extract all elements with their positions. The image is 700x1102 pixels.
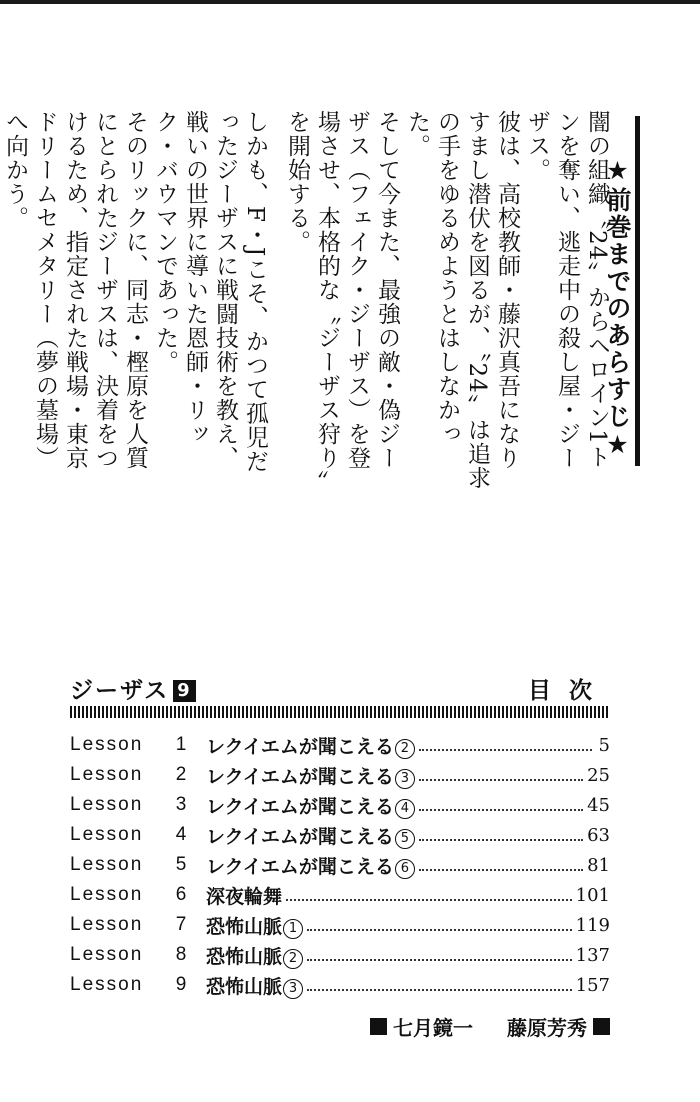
lesson-title xyxy=(206,732,415,759)
page-number: 5 xyxy=(598,734,610,756)
synopsis-paragraph: そのリックに、同志・樫原を人質にとられたジーザスは、決着をつけるため、指定された戦場・東京ドリームセメタリー（夢の墓場）へ向かう。 xyxy=(2,110,148,470)
lesson-label: Lesson xyxy=(70,944,144,965)
square-bullet-icon xyxy=(593,1018,610,1035)
page-number: 63 xyxy=(587,824,610,846)
top-border xyxy=(0,0,700,4)
part-number-circle: 4 xyxy=(395,799,415,819)
square-bullet-icon xyxy=(370,1018,387,1035)
dot-leader xyxy=(307,928,572,931)
lesson-label: Lesson xyxy=(70,914,144,935)
lesson-number: 6 xyxy=(175,884,187,905)
dot-leader xyxy=(419,778,583,781)
lesson-number: 2 xyxy=(175,764,187,785)
lesson-label: Lesson xyxy=(70,794,144,815)
series-title-text: ジーザス xyxy=(70,678,170,704)
lesson-number: 4 xyxy=(175,824,187,845)
toc-list xyxy=(70,730,610,1000)
lesson-title xyxy=(206,942,303,969)
lesson-title-text: 恐怖山脈 xyxy=(206,945,283,968)
lesson-title xyxy=(206,852,415,879)
series-title xyxy=(70,672,196,705)
lesson-label: Lesson xyxy=(70,824,144,845)
dot-leader xyxy=(419,808,583,811)
lesson-title-text: レクイエムが聞こえる xyxy=(206,825,394,848)
volume-number-badge: 9 xyxy=(173,680,196,702)
lesson-number: 7 xyxy=(175,914,187,935)
dot-leader xyxy=(286,898,572,901)
part-number-circle: 2 xyxy=(395,739,415,759)
lesson-title xyxy=(206,792,415,819)
synopsis-paragraph: 彼は、高校教師・藤沢真吾になりすまし潜伏を図るが、〝24〟は追求の手をゆるめようとはしなかった。 xyxy=(404,110,520,490)
lesson-title xyxy=(206,972,303,999)
page-number: 25 xyxy=(587,764,610,786)
lesson-number: 9 xyxy=(175,974,187,995)
synopsis-paragraph: 闇の組織〝24〟からヘロイン1トンを奪い、逃走中の殺し屋・ジーザス。 xyxy=(524,110,610,470)
lesson-label: Lesson xyxy=(70,764,144,785)
lesson-title xyxy=(206,882,282,909)
lesson-title xyxy=(206,822,415,849)
lesson-number: 8 xyxy=(175,944,187,965)
lesson-title xyxy=(206,912,303,939)
lesson-title-text: 恐怖山脈 xyxy=(206,915,283,938)
lesson-number: 1 xyxy=(175,734,187,755)
lesson-title-text: 深夜輪舞 xyxy=(206,885,283,908)
credits xyxy=(370,1012,610,1041)
dot-leader xyxy=(307,958,572,961)
synopsis-paragraph: しかも、F・Jこそ、かつて孤児だったジーザスに戦闘技術を教え、戦いの世界に導いた恩師・リック・バウマンであった。 xyxy=(152,110,268,474)
lesson-label: Lesson xyxy=(70,974,144,995)
lesson-label: Lesson xyxy=(70,884,144,905)
lesson-title-text: レクイエムが聞こえる xyxy=(206,765,394,788)
page-number: 81 xyxy=(587,854,610,876)
toc-entry xyxy=(70,880,610,910)
page-number: 137 xyxy=(575,944,610,966)
page-number: 101 xyxy=(575,884,610,906)
part-number-circle: 5 xyxy=(395,829,415,849)
lesson-title-text: レクイエムが聞こえる xyxy=(206,795,394,818)
toc-entry xyxy=(70,820,610,850)
toc-entry xyxy=(70,730,610,760)
dot-leader xyxy=(419,838,583,841)
lesson-title-text: レクイエムが聞こえる xyxy=(206,735,394,758)
artist-name: 藤原芳秀 xyxy=(507,1016,587,1040)
part-number-circle: 3 xyxy=(395,769,415,789)
toc-header xyxy=(70,672,610,706)
dot-leader xyxy=(307,988,572,991)
lesson-title-text: 恐怖山脈 xyxy=(206,975,283,998)
lesson-title xyxy=(206,762,415,789)
hatched-divider xyxy=(70,706,610,718)
dot-leader xyxy=(419,868,583,871)
toc-entry xyxy=(70,970,610,1000)
part-number-circle: 3 xyxy=(283,979,303,999)
lesson-number: 3 xyxy=(175,794,187,815)
dot-leader xyxy=(419,748,592,751)
part-number-circle: 6 xyxy=(395,859,415,879)
toc-entry xyxy=(70,910,610,940)
toc-entry xyxy=(70,940,610,970)
toc-entry xyxy=(70,760,610,790)
toc-entry xyxy=(70,790,610,820)
page-number: 157 xyxy=(575,974,610,996)
synopsis-heading: ★前巻までのあらすじ★ xyxy=(596,116,640,466)
lesson-label: Lesson xyxy=(70,854,144,875)
part-number-circle: 2 xyxy=(283,949,303,969)
toc-entry xyxy=(70,850,610,880)
part-number-circle: 1 xyxy=(283,919,303,939)
synopsis-body xyxy=(2,110,612,490)
writer-name: 七月鏡一 xyxy=(393,1016,473,1040)
lesson-title-text: レクイエムが聞こえる xyxy=(206,855,394,878)
page-number: 119 xyxy=(575,914,610,936)
page-number: 45 xyxy=(587,794,610,816)
contents-title: 目次 xyxy=(528,678,610,704)
synopsis-paragraph: そして今また、最強の敵・偽ジーザス（フェイク・ジーザス）を登場させ、本格的な〝ジーザス狩り〟を開始する。 xyxy=(284,110,400,483)
lesson-label: Lesson xyxy=(70,734,144,755)
lesson-number: 5 xyxy=(175,854,187,875)
